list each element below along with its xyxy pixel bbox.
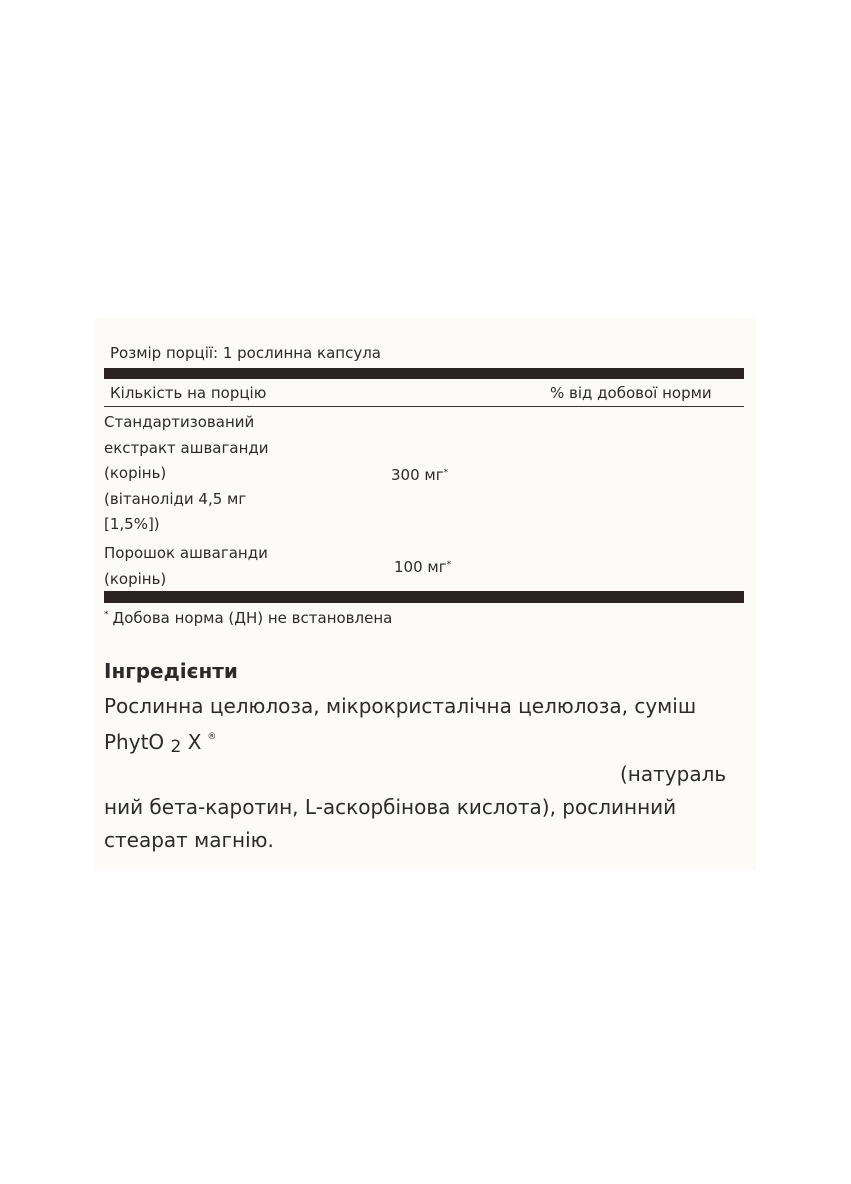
footnote-asterisk: * — [104, 610, 109, 620]
daily-value-header: % від добової норми — [550, 384, 712, 402]
footnote-text: Добова норма (ДН) не встановлена — [112, 609, 393, 627]
ingredients-blend-line — [104, 730, 216, 757]
amount-per-serving-header: Кількість на порцію — [110, 384, 267, 402]
header-divider-line — [104, 406, 744, 407]
blend-suffix: X — [187, 730, 202, 754]
ingredient-name-line: (вітаноліди 4,5 мг — [104, 489, 247, 508]
ingredient-name — [104, 541, 268, 592]
ingredient-name-line: [1,5%]) — [104, 515, 160, 533]
top-divider-bar — [104, 368, 744, 379]
blend-prefix: PhytO — [104, 730, 165, 754]
ingredients-title: Інгредієнти — [104, 659, 238, 683]
ingredient-name — [104, 410, 269, 538]
bottom-divider-bar — [104, 591, 744, 603]
ingredient-amount — [391, 466, 448, 484]
amount-asterisk: * — [443, 468, 449, 478]
serving-size: Розмір порції: 1 рослинна капсула — [110, 344, 381, 362]
ingredient-amount — [394, 558, 451, 576]
ingredients-text-line: ний бета-каротин, L-аскорбінова кислота), рослинний — [104, 795, 677, 819]
amount-value: 300 мг — [391, 466, 444, 484]
ingredients-text-line: Рослинна целюлоза, мікрокристалічна целюлоза, суміш — [104, 694, 697, 718]
ingredient-name-line: (корінь) — [104, 464, 167, 482]
ingredients-text-line: (натураль — [620, 762, 727, 786]
blend-subscript: 2 — [170, 737, 182, 757]
ingredients-text-line: стеарат магнію. — [104, 828, 274, 852]
amount-value: 100 мг — [394, 558, 447, 576]
ingredient-name-line: (корінь) — [104, 569, 167, 588]
amount-asterisk: * — [446, 560, 452, 570]
ingredient-name-line: Стандартизований — [104, 413, 255, 431]
daily-value-footnote — [104, 609, 392, 627]
registered-mark: ® — [207, 732, 217, 742]
ingredient-name-line: Порошок ашваганди — [104, 544, 268, 562]
ingredient-name-line: екстракт ашваганди — [104, 438, 269, 457]
